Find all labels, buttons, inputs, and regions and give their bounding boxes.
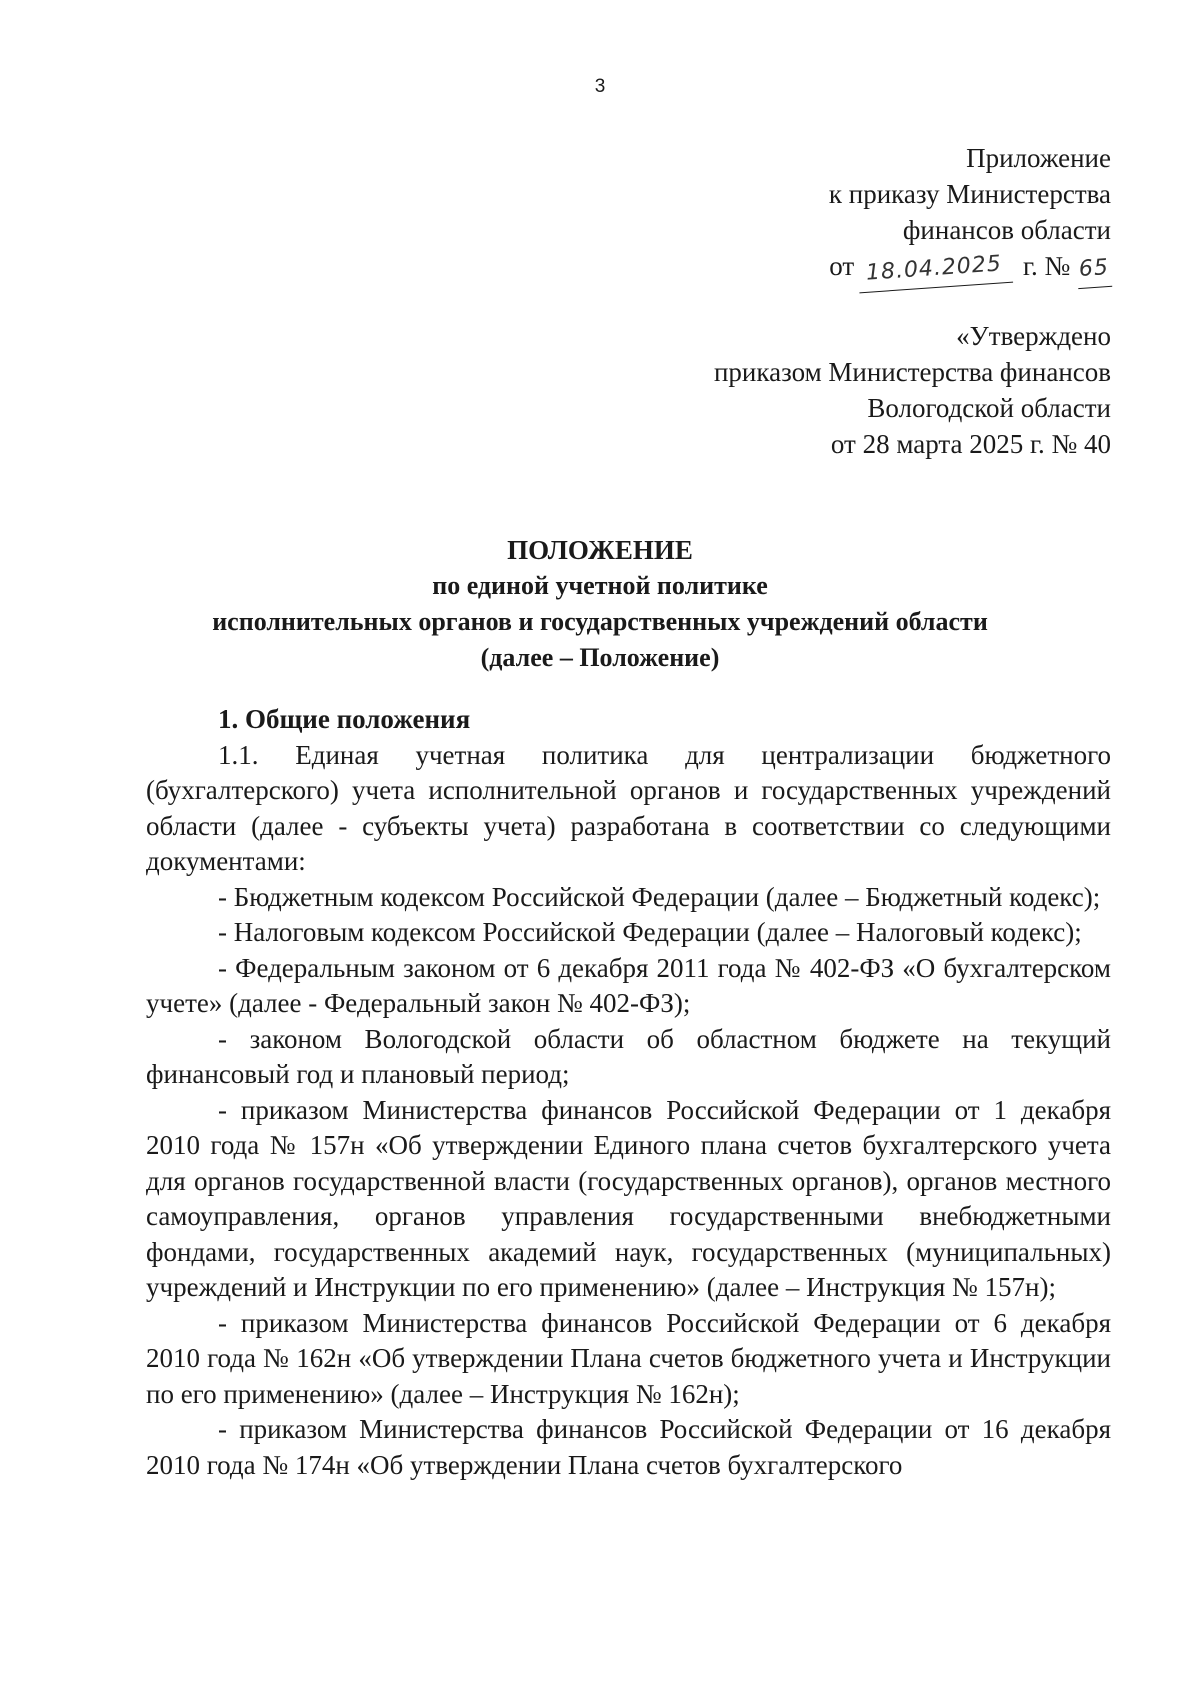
document-subtitle: (далее – Положение) <box>480 643 720 672</box>
approved-block <box>714 318 1111 462</box>
document-title: ПОЛОЖЕНИЕ <box>507 535 693 565</box>
list-item: - приказом Министерства финансов Российской Федерации от 1 декабря 2010 года № 157н «Об утверждении Единого плана счетов бухгалтерского учета для органов государственной власти (государственных органов), органов местного самоуправления, органов управления государственными внебюджетными фондами, государственных академий наук, государственных (муниципальных) учреждений и Инструкции по его применению» (далее – Инструкция № 157н); <box>146 1094 1111 1302</box>
appendix-line: к приказу Министерства <box>828 179 1111 209</box>
handwritten-number: 65 <box>1076 250 1112 289</box>
page-number: 3 <box>594 76 606 97</box>
appendix-block <box>829 140 1111 288</box>
approved-line: «Утверждено <box>956 321 1111 351</box>
date-prefix: от <box>829 251 855 281</box>
appendix-date-line <box>829 248 1111 288</box>
list-item: - приказом Министерства финансов Российской Федерации от 6 декабря 2010 года № 162н «Об утверждении Плана счетов бюджетного учета и Инструкции по его применению» (далее – Инструкция № 162н); <box>146 1307 1111 1409</box>
document-subtitle: исполнительных органов и государственных учреждений области <box>212 607 988 636</box>
list-item: - законом Вологодской области об областном бюджете на текущий финансовый год и плановый период; <box>146 1023 1111 1089</box>
appendix-line: Приложение <box>966 143 1111 173</box>
handwritten-date: 18.04.2025 <box>857 246 1013 294</box>
number-prefix: г. № <box>1022 251 1071 281</box>
approved-line: приказом Министерства финансов <box>713 357 1111 387</box>
paragraph: 1.1. Единая учетная политика для централизации бюджетного (бухгалтерского) учета исполнительной органов и государственных учреждений области (далее - субъекты учета) разработана в соответствии со следующими документами: <box>146 739 1111 876</box>
appendix-line: финансов области <box>902 215 1111 245</box>
section-heading: 1. Общие положения <box>218 704 471 734</box>
document-title-block <box>0 532 1200 676</box>
list-item: - Налоговым кодексом Российской Федерации (далее – Налоговый кодекс); <box>218 917 1082 947</box>
list-item: - Бюджетным кодексом Российской Федерации (далее – Бюджетный кодекс); <box>218 881 1101 912</box>
document-subtitle: по единой учетной политике <box>432 571 768 600</box>
approved-line: от 28 марта 2025 г. № 40 <box>830 429 1111 459</box>
approved-line: Вологодской области <box>867 393 1111 423</box>
list-item: - Федеральным законом от 6 декабря 2011 года № 402-ФЗ «О бухгалтерском учете» (далее - Федеральный закон № 402-ФЗ); <box>146 952 1111 1018</box>
list-item: - приказом Министерства финансов Российской Федерации от 16 декабря 2010 года № 174н «Об утверждении Плана счетов бухгалтерского <box>146 1414 1111 1480</box>
document-body <box>146 702 1111 1483</box>
